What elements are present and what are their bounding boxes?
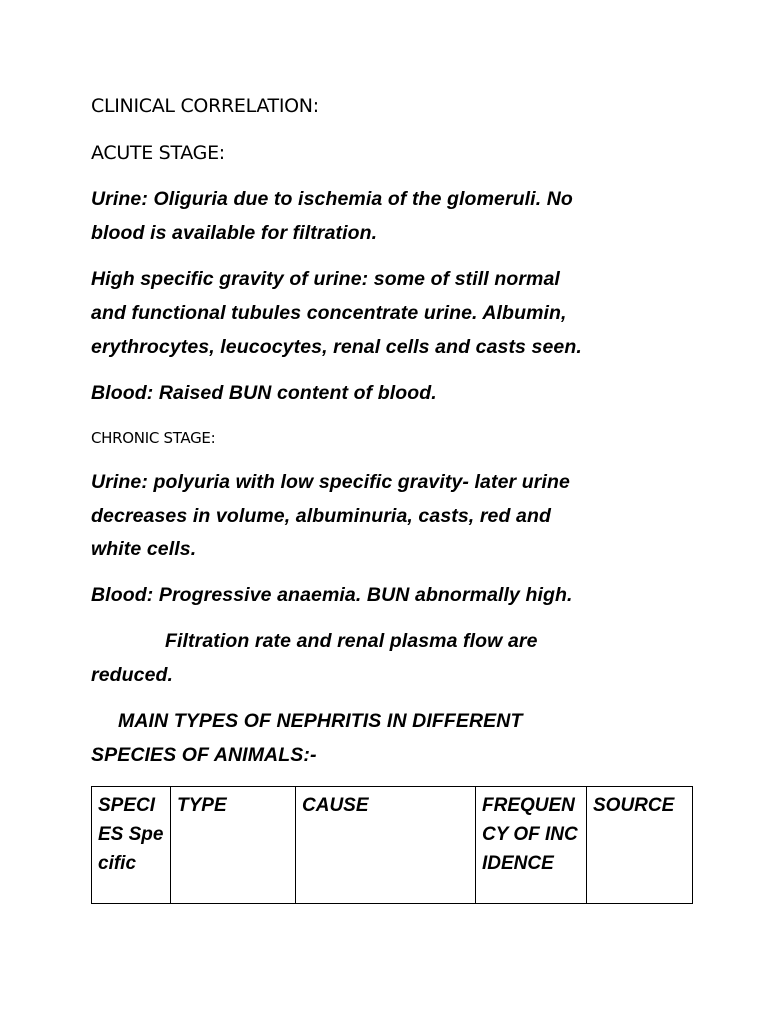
heading-line: SPECIES OF ANIMALS:-: [91, 744, 317, 766]
paragraph-line: Filtration rate and renal plasma flow are: [165, 630, 538, 652]
column-header-species: SPECIES Specific: [92, 787, 171, 904]
heading-line: MAIN TYPES OF NEPHRITIS IN DIFFERENT: [118, 710, 523, 732]
column-header-cause: CAUSE: [296, 787, 476, 904]
paragraph-line: High specific gravity of urine: some of still normal: [91, 268, 560, 290]
column-header-type: TYPE: [171, 787, 296, 904]
table-header-row: [92, 787, 693, 904]
paragraph-line: reduced.: [91, 664, 174, 686]
paragraph-line: and functional tubules concentrate urine. Albumin,: [91, 302, 567, 324]
acute-blood-paragraph: Blood: Raised BUN content of blood.: [91, 382, 437, 404]
paragraph-line: white cells.: [91, 538, 197, 560]
paragraph-line: blood is available for filtration.: [91, 222, 378, 244]
acute-stage-heading: ACUTE STAGE:: [91, 142, 225, 164]
chronic-stage-heading: CHRONIC STAGE:: [91, 429, 216, 447]
paragraph-line: erythrocytes, leucocytes, renal cells and casts seen.: [91, 336, 582, 358]
column-header-source: SOURCE: [587, 787, 693, 904]
clinical-correlation-heading: CLINICAL CORRELATION:: [91, 95, 319, 117]
paragraph-line: decreases in volume, albuminuria, casts, red and: [91, 505, 551, 527]
paragraph-line: Urine: polyuria with low specific gravity- later urine: [91, 471, 570, 493]
paragraph-line: Urine: Oliguria due to ischemia of the glomeruli. No: [91, 188, 573, 210]
column-header-frequency: FREQUENCY OF INCIDENCE: [476, 787, 587, 904]
nephritis-species-table: [91, 786, 693, 904]
chronic-blood-paragraph: Blood: Progressive anaemia. BUN abnormally high.: [91, 584, 573, 606]
